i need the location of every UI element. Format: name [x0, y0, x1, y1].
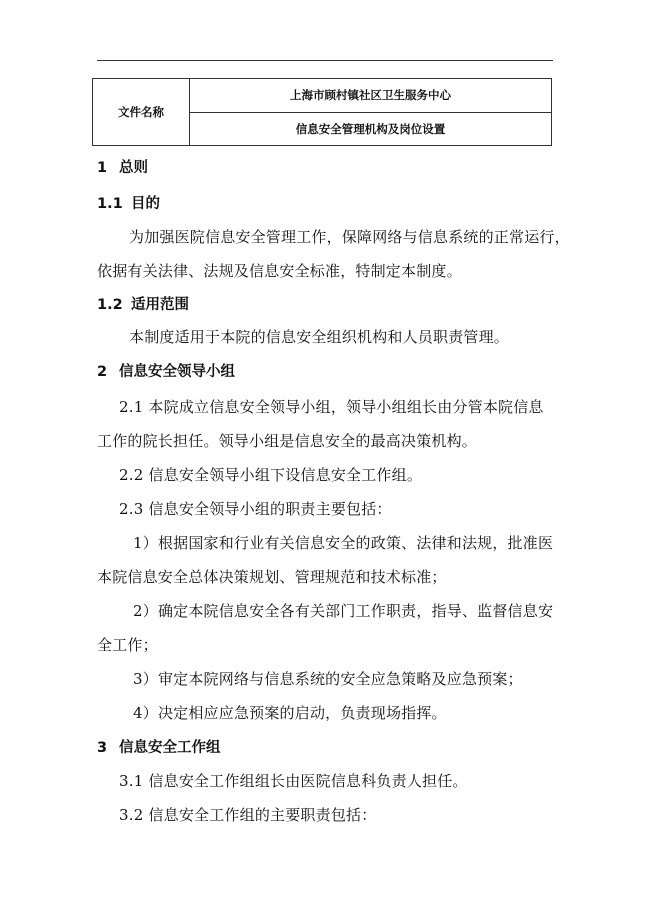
section-title: 总则 [119, 160, 148, 176]
section-1-1-heading [97, 192, 160, 213]
section-title: 信息安全领导小组 [119, 364, 235, 380]
section-number: 1.2 [97, 297, 123, 313]
file-name-label: 文件名称 [93, 79, 190, 146]
list-item-line: 全工作； [97, 636, 158, 654]
section-title: 适用范围 [131, 297, 189, 313]
list-item-line: 4）决定相应应急预案的启动，负责现场指挥。 [133, 704, 447, 722]
section-title: 信息安全工作组 [119, 740, 221, 756]
paragraph-line: 2.2 信息安全领导小组下设信息安全工作组。 [119, 466, 423, 484]
paragraph-line: 2.1 本院成立信息安全领导小组，领导小组组长由分管本院信息 [119, 398, 544, 416]
paragraph-line: 工作的院长担任。领导小组是信息安全的最高决策机构。 [97, 432, 478, 450]
organization-name: 上海市顾村镇社区卫生服务中心 [190, 79, 552, 113]
list-item-line: 2）确定本院信息安全各有关部门工作职责，指导、监督信息安 [133, 602, 554, 620]
section-3-heading [97, 736, 221, 757]
header-rule [97, 60, 553, 61]
paragraph-line: 本制度适用于本院的信息安全组织机构和人员职责管理。 [129, 328, 510, 346]
list-item-line: 1）根据国家和行业有关信息安全的政策、法律和法规，批准医 [133, 534, 554, 552]
section-number: 1 [97, 160, 108, 176]
section-number: 2 [97, 364, 108, 380]
paragraph-line: 为加强医院信息安全管理工作，保障网络与信息系统的正常运行， [129, 228, 570, 246]
section-title: 目的 [131, 196, 160, 212]
paragraph-line: 3.1 信息安全工作组组长由医院信息科负责人担任。 [119, 772, 468, 790]
section-number: 1.1 [97, 196, 123, 212]
section-number: 3 [97, 740, 108, 756]
list-item-line: 本院信息安全总体决策规划、管理规范和技术标准； [97, 568, 447, 586]
paragraph-line: 依据有关法律、法规及信息安全标准，特制定本制度。 [97, 262, 462, 280]
paragraph-line: 2.3 信息安全领导小组的职责主要包括： [119, 500, 392, 518]
list-item-line: 3）审定本院网络与信息系统的安全应急策略及应急预案； [133, 670, 523, 688]
document-title: 信息安全管理机构及岗位设置 [190, 112, 552, 146]
section-1-heading [97, 156, 148, 177]
section-1-2-heading [97, 293, 189, 314]
document-header-table [92, 78, 552, 146]
paragraph-line: 3.2 信息安全工作组的主要职责包括： [119, 806, 377, 824]
section-2-heading [97, 360, 235, 381]
